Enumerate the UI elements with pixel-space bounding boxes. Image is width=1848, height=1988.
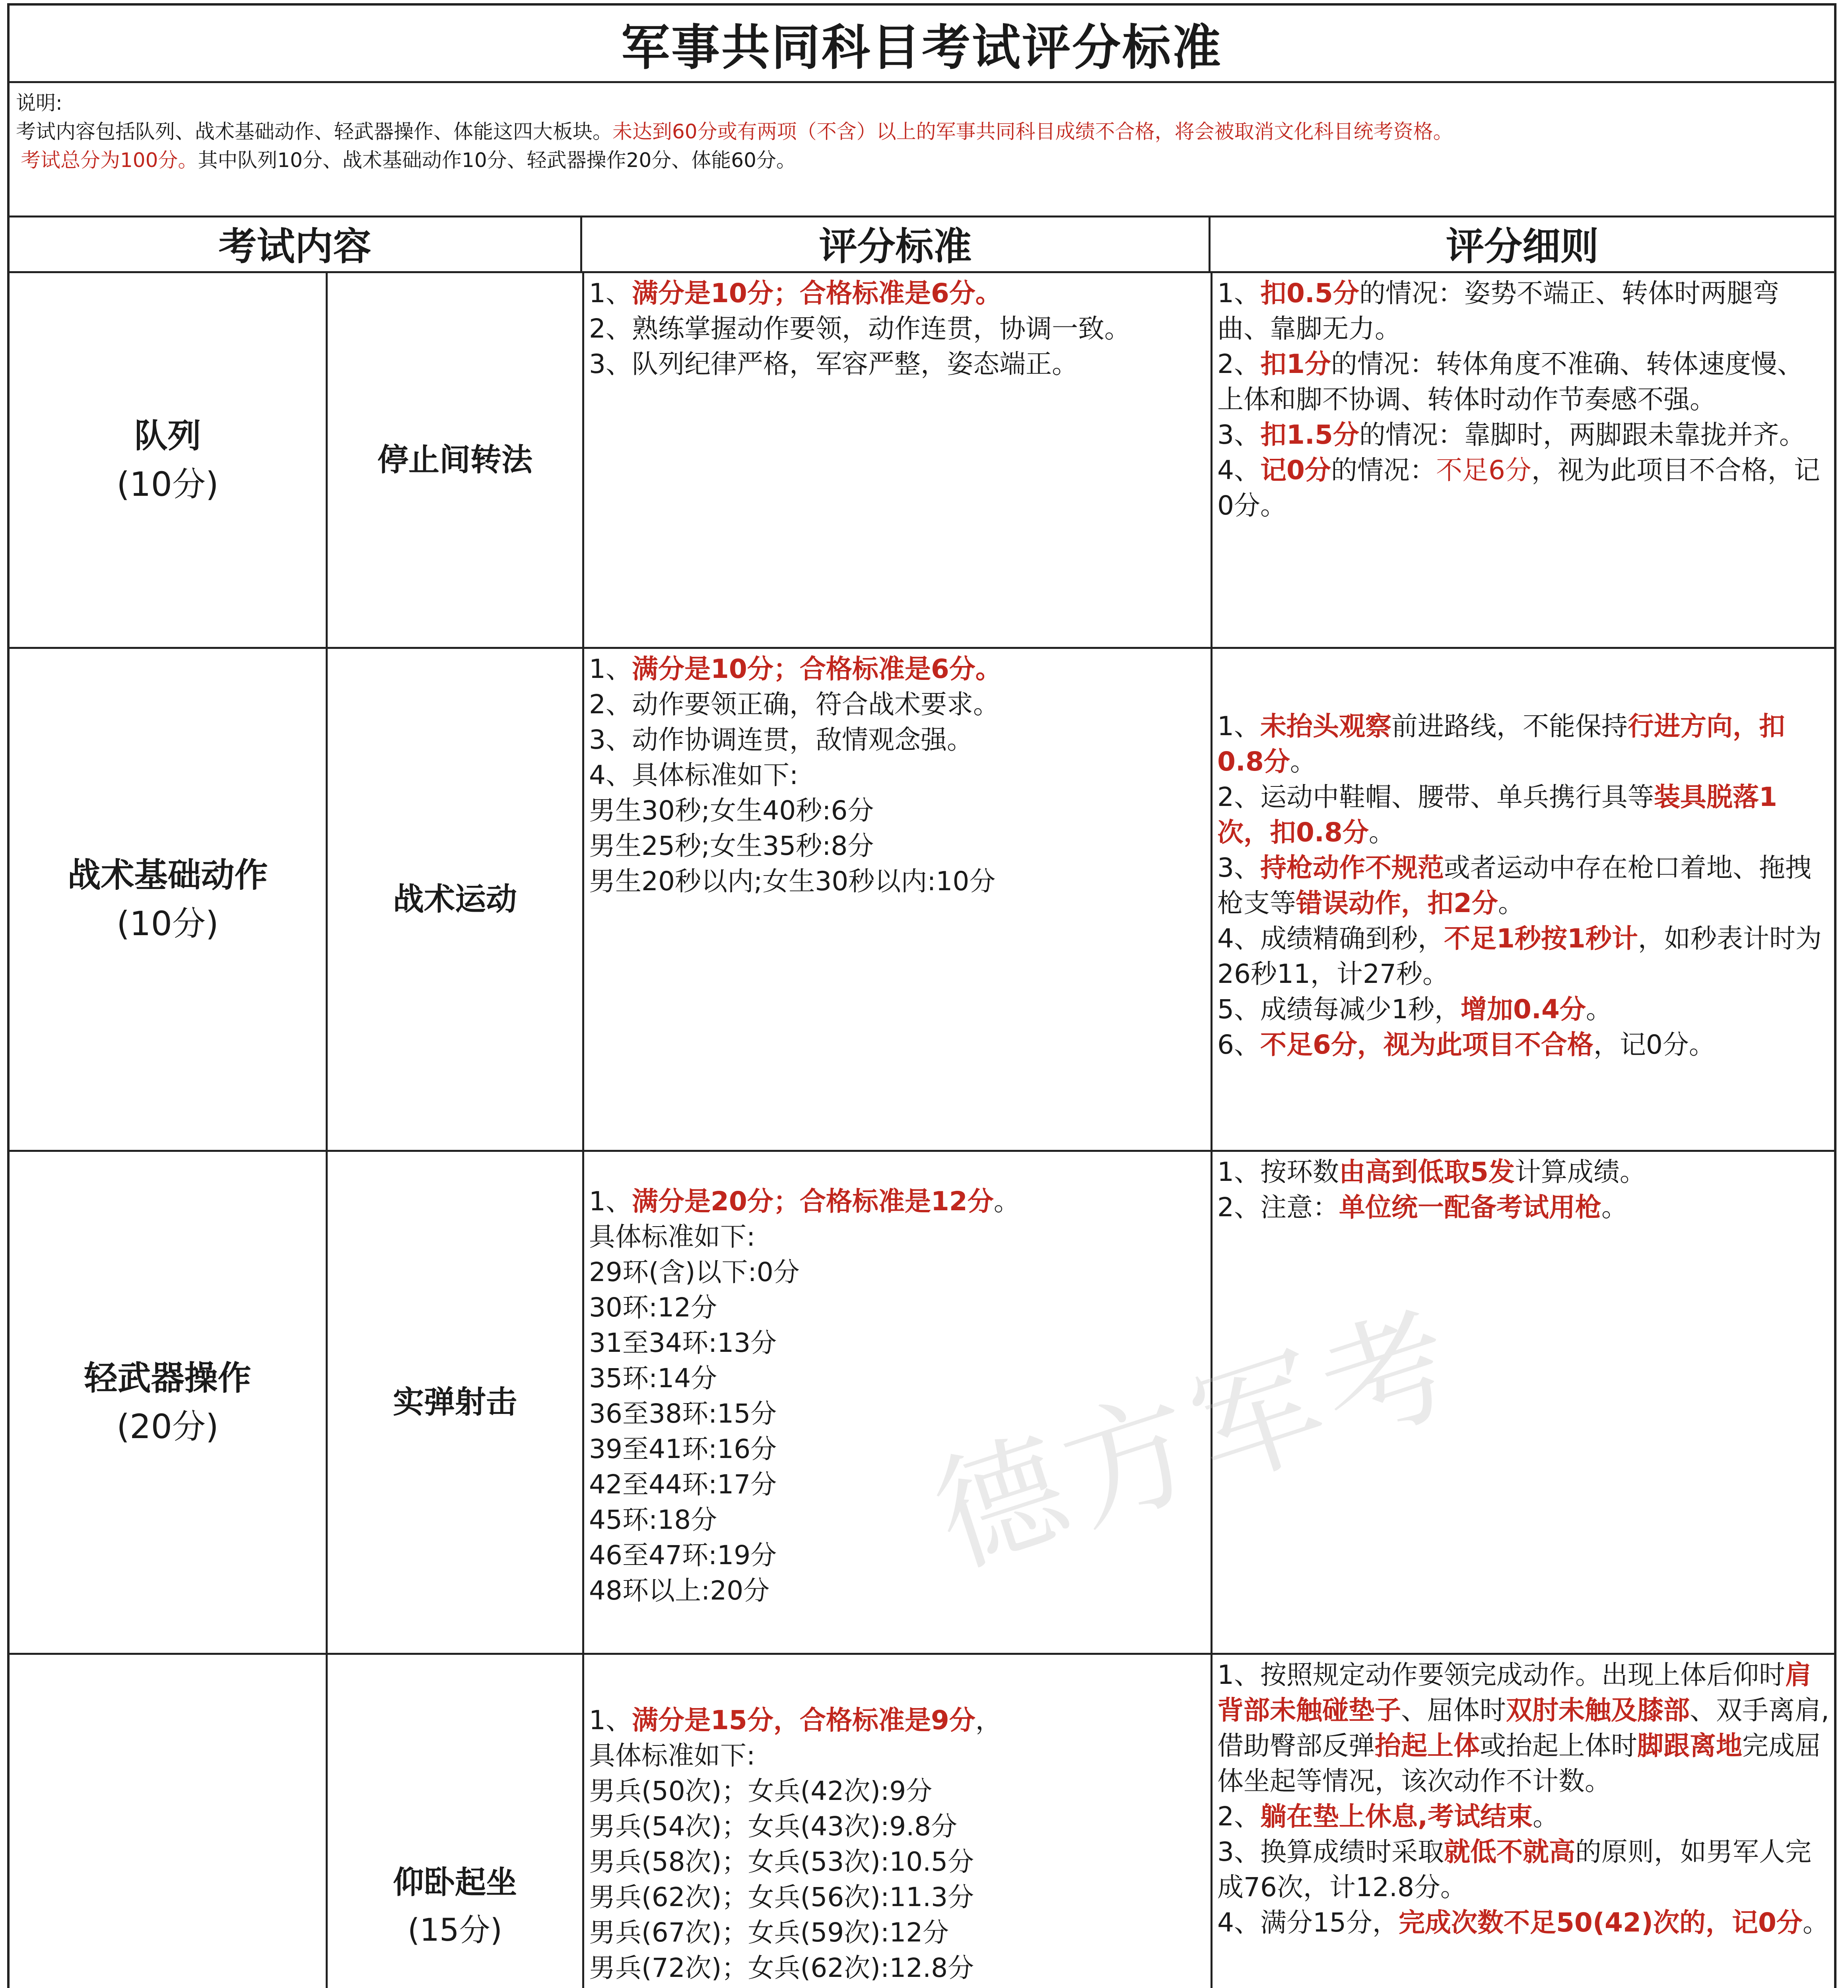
highlight-text: 满分是20分；合格标准是12分 <box>632 1186 994 1217</box>
text-line <box>1217 921 1829 992</box>
text-segment: 3、 <box>1217 852 1260 883</box>
highlight-text: 扣0.5分 <box>1260 278 1359 309</box>
text-segment: 具体标准如下: <box>589 1221 756 1252</box>
text-segment: 男生25秒;女生35秒:8分 <box>589 831 874 861</box>
text-segment: 2、注意： <box>1217 1192 1339 1223</box>
category-drill-name: 队列 <box>134 416 201 455</box>
text-line <box>589 1879 1206 1915</box>
text-line <box>589 1502 1206 1538</box>
text-segment: 1、 <box>589 1186 632 1217</box>
score-sheet <box>7 3 1836 1988</box>
text-segment: 的情况：转体角度不准确、转体速度慢、上体和脚不协调、转体时动作节奏感不强。 <box>1217 349 1803 415</box>
text-segment: 男兵(58次)；女兵(53次):10.5分 <box>589 1846 974 1877</box>
highlight-text: 不足1秒按1秒计 <box>1444 923 1638 954</box>
notes-label: 说明: <box>16 91 62 115</box>
text-line <box>1217 1905 1829 1940</box>
text-line <box>589 1290 1206 1325</box>
highlight-text: 持枪动作不规范 <box>1260 852 1444 883</box>
text-line <box>589 1950 1206 1986</box>
text-segment: 2、 <box>1217 1801 1260 1832</box>
text-segment: 。 <box>1802 1907 1829 1938</box>
highlight-text: 脚跟离地 <box>1637 1730 1742 1761</box>
notes-line-1-b: 未达到60分或有两项（不含）以上的军事共同科目成绩不合格，将会被取消文化科目统考资格。 <box>612 120 1453 143</box>
text-segment: 45环:18分 <box>589 1505 717 1535</box>
standard-tactics <box>584 649 1211 1150</box>
text-line <box>1217 452 1829 523</box>
score-table <box>10 215 1834 1988</box>
text-segment: 的情况：靠脚时，两脚跟未靠拢并齐。 <box>1359 419 1805 450</box>
text-segment: 2、 <box>1217 349 1260 379</box>
text-segment: 男生30秒;女生40秒:6分 <box>589 795 874 826</box>
detail-drill <box>1213 273 1834 647</box>
text-line <box>589 1467 1206 1502</box>
text-line <box>589 346 1206 382</box>
text-line <box>589 311 1206 346</box>
category-fitness <box>10 1655 326 1988</box>
text-segment: 4、具体标准如下: <box>589 760 799 790</box>
text-line <box>1217 779 1829 850</box>
highlight-text: 未抬头观察 <box>1260 711 1391 742</box>
highlight-text: 装具脱落1次，扣0.8分 <box>1217 782 1777 848</box>
item-shooting <box>328 1152 582 1653</box>
text-line <box>589 1361 1206 1396</box>
category-drill <box>10 273 326 647</box>
text-line <box>589 864 1206 899</box>
text-segment: 男兵(67次)；女兵(59次):12分 <box>589 1917 949 1948</box>
text-line <box>589 1538 1206 1573</box>
text-segment: 1、 <box>1217 711 1260 742</box>
standard-drill <box>584 273 1211 647</box>
text-line <box>589 1396 1206 1431</box>
text-line <box>589 1573 1206 1608</box>
text-segment: 1、 <box>1217 278 1260 309</box>
notes-line-1-a: 考试内容包括队列、战术基础动作、轻武器操作、体能这四大板块。 <box>16 120 612 143</box>
text-segment: 。 <box>1601 1192 1628 1223</box>
item-drill-name: 停止间转法 <box>377 442 532 478</box>
text-segment: 2、熟练掌握动作要领，动作连贯，协调一致。 <box>589 313 1131 344</box>
text-segment: 2、动作要领正确，符合战术要求。 <box>589 689 999 720</box>
page-title: 军事共同科目考试评分标准 <box>10 6 1834 83</box>
text-line <box>1217 709 1829 779</box>
text-segment: 4、成绩精确到秒， <box>1217 923 1444 954</box>
text-segment: 的情况： <box>1331 455 1436 485</box>
text-line <box>589 1773 1206 1809</box>
text-line <box>589 1738 1206 1773</box>
text-line <box>1217 1154 1829 1190</box>
text-segment: 的情况：姿势不端正、转体时两腿弯曲、靠脚无力。 <box>1217 278 1779 344</box>
text-segment: 不足6分 <box>1436 455 1531 485</box>
highlight-text: 错误动作，扣2分 <box>1296 888 1498 918</box>
text-segment: 男兵(72次)；女兵(62次):12.8分 <box>589 1953 974 1983</box>
highlight-text: 肩背部未触碰垫子 <box>1217 1660 1811 1726</box>
text-segment: 2、运动中鞋帽、腰带、单兵携行具等 <box>1217 782 1654 812</box>
text-line <box>1217 1190 1829 1225</box>
text-line <box>589 828 1206 864</box>
text-line <box>589 1219 1206 1254</box>
highlight-text: 躺在垫上休息,考试结束 <box>1260 1801 1533 1832</box>
text-line <box>589 793 1206 828</box>
notes-line-2-b: 其中队列10分、战术基础动作10分、轻武器操作20分、体能60分。 <box>198 149 796 172</box>
text-segment: 。 <box>1533 1801 1559 1832</box>
text-line <box>1217 850 1829 921</box>
text-segment: 或者运动中存在枪口着地、拖拽枪支等 <box>1217 852 1811 918</box>
text-line <box>589 1703 1206 1738</box>
text-segment: 、屈体时 <box>1401 1695 1506 1726</box>
text-segment: ， <box>975 1705 1002 1736</box>
text-segment: 30环:12分 <box>589 1292 717 1323</box>
text-line <box>589 1184 1206 1219</box>
text-segment: 3、换算成绩时采取 <box>1217 1837 1444 1867</box>
text-line <box>1217 992 1829 1027</box>
text-segment: 35环:14分 <box>589 1363 717 1394</box>
text-segment: 男兵(54次)；女兵(43次):9.8分 <box>589 1811 958 1842</box>
highlight-text: 双肘未触及膝部 <box>1506 1695 1690 1726</box>
text-segment: 5、成绩每减少1秒， <box>1217 994 1461 1025</box>
text-segment: 1、 <box>589 654 632 684</box>
highlight-text: 完成次数不足50(42)次的，记0分 <box>1398 1907 1803 1938</box>
text-segment: 46至47环:19分 <box>589 1540 777 1571</box>
text-line <box>589 687 1206 722</box>
detail-shooting <box>1213 1152 1834 1653</box>
text-segment: 1、 <box>589 1705 632 1736</box>
standard-situps <box>584 1655 1211 1988</box>
detail-tactics <box>1213 649 1834 1150</box>
highlight-text: 满分是10分；合格标准是6分。 <box>632 278 1002 309</box>
text-line <box>589 1809 1206 1844</box>
notes-line-2 <box>16 146 1828 175</box>
text-segment: 的原则，如男军人完成76次，计12.8分。 <box>1217 1837 1811 1903</box>
category-drill-score: (10分) <box>117 465 219 504</box>
notes-block <box>10 83 1834 217</box>
header-content: 考试内容 <box>10 215 582 271</box>
text-segment: 42至44环:17分 <box>589 1469 777 1500</box>
text-segment: 36至38环:15分 <box>589 1398 777 1429</box>
text-segment: 48环以上:20分 <box>589 1575 770 1606</box>
item-tactics-name: 战术运动 <box>393 881 517 917</box>
category-shooting-score: (20分) <box>117 1407 219 1446</box>
text-segment: 完成屈体坐起等情况，该次动作不计数。 <box>1217 1730 1821 1796</box>
header-standard: 评分标准 <box>582 215 1211 271</box>
text-segment: 。 <box>1498 888 1524 918</box>
highlight-text: 记0分 <box>1260 455 1331 485</box>
detail-situps <box>1213 1655 1834 1988</box>
category-tactics-score: (10分) <box>117 904 219 943</box>
text-segment: 。 <box>1586 994 1612 1025</box>
watermark-text: 德方军考 <box>918 1285 1478 1594</box>
text-segment: 39至41环:16分 <box>589 1434 777 1464</box>
text-segment: ，视为此项目不合格，记0分。 <box>1217 455 1820 521</box>
item-drill <box>328 273 582 647</box>
text-segment: 3、动作协调连贯，敌情观念强。 <box>589 724 973 755</box>
text-segment: 或抬起上体时 <box>1480 1730 1637 1761</box>
text-segment: 男生20秒以内;女生30秒以内:10分 <box>589 866 996 897</box>
highlight-text: 单位统一配备考试用枪 <box>1339 1192 1601 1223</box>
text-segment: 4、 <box>1217 455 1260 485</box>
text-segment: 。 <box>1368 817 1395 848</box>
category-shooting <box>10 1152 326 1653</box>
highlight-text: 行进方向，扣0.8分 <box>1217 711 1785 777</box>
category-shooting-name: 轻武器操作 <box>84 1359 251 1398</box>
highlight-text: 不足6分，视为此项目不合格 <box>1260 1029 1593 1060</box>
text-segment: 4、满分15分， <box>1217 1907 1399 1938</box>
text-line <box>1217 1027 1829 1062</box>
item-situps-name: 仰卧起坐 <box>393 1864 517 1901</box>
highlight-text: 扣1分 <box>1260 349 1331 379</box>
text-line <box>589 651 1206 687</box>
text-line <box>589 1325 1206 1361</box>
highlight-text: 就低不就高 <box>1444 1837 1575 1867</box>
text-segment: 具体标准如下: <box>589 1740 756 1771</box>
text-segment: 3、 <box>1217 419 1260 450</box>
text-segment: 、双手离肩,借助臀部反弹 <box>1217 1695 1829 1761</box>
text-line <box>1217 1834 1829 1905</box>
text-line <box>589 1254 1206 1290</box>
text-line <box>589 1915 1206 1950</box>
standard-shooting <box>584 1152 1211 1653</box>
item-situps <box>328 1655 582 1988</box>
header-detail: 评分细则 <box>1446 224 1599 269</box>
text-line <box>589 1431 1206 1467</box>
item-situps-score: (15分) <box>407 1912 503 1948</box>
category-tactics <box>10 649 326 1150</box>
text-segment: 男兵(62次)；女兵(56次):11.3分 <box>589 1882 974 1912</box>
text-line <box>1217 1799 1829 1834</box>
item-shooting-name: 实弹射击 <box>393 1384 517 1420</box>
text-line <box>1217 1657 1829 1799</box>
text-segment: 3、队列纪律严格，军容严整，姿态端正。 <box>589 349 1078 379</box>
highlight-text: 满分是15分，合格标准是9分 <box>632 1705 975 1736</box>
text-segment: 男兵(50次)；女兵(42次):9分 <box>589 1776 933 1806</box>
text-segment: 1、 <box>589 278 632 309</box>
text-line <box>589 1986 1206 1988</box>
text-line <box>1217 346 1829 417</box>
text-segment: 1、按环数 <box>1217 1157 1339 1187</box>
text-segment: 计算成绩。 <box>1514 1157 1646 1187</box>
notes-line-1 <box>16 117 1828 146</box>
text-segment: ，如秒表计时为26秒11，计27秒。 <box>1217 923 1822 989</box>
text-segment: 。 <box>993 1186 1020 1217</box>
highlight-text: 由高到低取5发 <box>1339 1157 1515 1187</box>
highlight-text: 扣1.5分 <box>1260 419 1359 450</box>
text-line <box>1217 276 1829 346</box>
text-segment: 6、 <box>1217 1029 1260 1060</box>
text-line <box>1217 417 1829 452</box>
notes-line-2-a: 考试总分为100分。 <box>21 149 198 172</box>
text-line <box>589 757 1206 793</box>
text-segment: 。 <box>1290 746 1316 777</box>
text-line <box>589 276 1206 311</box>
text-segment: ，记0分。 <box>1593 1029 1715 1060</box>
text-line <box>589 1844 1206 1879</box>
text-segment: 前进路线，不能保持 <box>1391 711 1628 742</box>
text-segment: 1、按照规定动作要领完成动作。出现上体后仰时 <box>1217 1660 1785 1690</box>
text-segment: 31至34环:13分 <box>589 1328 777 1358</box>
highlight-text: 增加0.4分 <box>1460 994 1586 1025</box>
text-segment: 29环(含)以下:0分 <box>589 1257 800 1287</box>
highlight-text: 抬起上体 <box>1375 1730 1480 1761</box>
category-tactics-name: 战术基础动作 <box>67 856 268 895</box>
item-tactics <box>328 649 582 1150</box>
text-line <box>589 722 1206 757</box>
highlight-text: 满分是10分；合格标准是6分。 <box>632 654 1002 684</box>
